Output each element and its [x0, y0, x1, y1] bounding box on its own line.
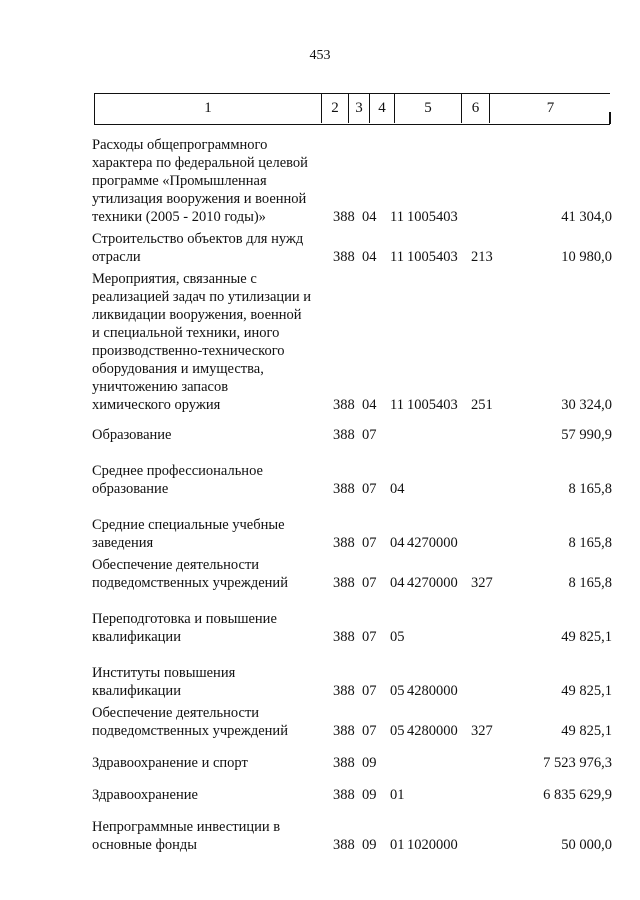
row-description-line: уничтожению запасов [92, 379, 229, 395]
row-section-code: 04 [362, 249, 377, 265]
row-expense-type-code: 251 [471, 397, 493, 413]
header-col-4: 4 [370, 94, 395, 123]
row-description [92, 270, 324, 414]
row-section-code: 04 [362, 209, 377, 225]
row-expense-type-code: 213 [471, 249, 493, 265]
row-description-line: Институты повышения [92, 665, 236, 681]
row-expense-type-code: 327 [471, 723, 493, 739]
row-sum: 41 304,0 [561, 209, 612, 225]
row-description-line: Мероприятия, связанные с [92, 271, 257, 287]
row-section-code: 07 [362, 723, 377, 739]
table-row [0, 462, 640, 498]
row-section-code: 07 [362, 575, 377, 591]
row-description-line: Средние специальные учебные [92, 517, 285, 533]
table-row [0, 610, 640, 646]
row-target-code: 4270000 [407, 535, 458, 551]
row-description [92, 556, 324, 592]
row-description [92, 136, 324, 226]
header-col-7: 7 [546, 100, 555, 116]
table-row [0, 664, 640, 700]
row-section-code: 07 [362, 427, 377, 443]
table-row [0, 704, 640, 740]
row-sum: 10 980,0 [561, 249, 612, 265]
row-admin-code: 388 [333, 723, 355, 739]
row-target-code: 4280000 [407, 723, 458, 739]
row-sum: 30 324,0 [561, 397, 612, 413]
row-target-code: 1020000 [407, 837, 458, 853]
row-description-line: Здравоохранение и спорт [92, 755, 248, 771]
row-admin-code: 388 [333, 629, 355, 645]
header-col-5: 5 [395, 94, 462, 123]
row-description-line: программе «Промышленная [92, 173, 267, 189]
row-target-code: 1005403 [407, 249, 458, 265]
row-subsection-code: 04 [390, 575, 405, 591]
row-subsection-code: 11 [390, 249, 404, 265]
row-section-code: 09 [362, 755, 377, 771]
row-admin-code: 388 [333, 683, 355, 699]
row-section-code: 07 [362, 683, 377, 699]
row-sum: 57 990,9 [561, 427, 612, 443]
row-admin-code: 388 [333, 427, 355, 443]
row-target-code: 4270000 [407, 575, 458, 591]
row-description-line: Переподготовка и повышение [92, 611, 277, 627]
row-description-line: квалификации [92, 629, 181, 645]
row-subsection-code: 11 [390, 209, 404, 225]
row-sum: 49 825,1 [561, 723, 612, 739]
row-description-line: квалификации [92, 683, 181, 699]
row-description [92, 818, 324, 854]
row-admin-code: 388 [333, 209, 355, 225]
row-description-line: Строительство объектов для нужд [92, 231, 304, 247]
table-row [0, 516, 640, 552]
header-tail-rule [609, 112, 611, 124]
row-description [92, 426, 324, 444]
row-description-line: химического оружия [92, 397, 221, 413]
table-row [0, 754, 640, 772]
row-section-code: 07 [362, 481, 377, 497]
row-sum: 8 165,8 [568, 535, 612, 551]
row-admin-code: 388 [333, 837, 355, 853]
row-target-code: 4280000 [407, 683, 458, 699]
row-section-code: 04 [362, 397, 377, 413]
row-description-line: заведения [92, 535, 154, 551]
row-description-line: Обеспечение деятельности [92, 557, 260, 573]
row-sum: 6 835 629,9 [543, 787, 612, 803]
row-section-code: 09 [362, 787, 377, 803]
row-section-code: 09 [362, 837, 377, 853]
row-description [92, 516, 324, 552]
row-description [92, 462, 324, 498]
row-admin-code: 388 [333, 755, 355, 771]
header-col-1: 1 [95, 94, 322, 123]
row-admin-code: 388 [333, 575, 355, 591]
row-description-line: техники (2005 - 2010 годы)» [92, 209, 266, 225]
table-row [0, 818, 640, 854]
row-description-line: характера по федеральной целевой [92, 155, 308, 171]
row-description-line: и специальной техники, иного [92, 325, 280, 341]
row-description-line: Непрограммные инвестиции в [92, 819, 281, 835]
row-description-line: производственно-технического [92, 343, 285, 359]
row-expense-type-code: 327 [471, 575, 493, 591]
row-description-line: ликвидации вооружения, военной [92, 307, 302, 323]
row-description-line: образование [92, 481, 169, 497]
table-row [0, 426, 640, 444]
row-admin-code: 388 [333, 249, 355, 265]
table-row [0, 270, 640, 414]
row-admin-code: 388 [333, 535, 355, 551]
row-subsection-code: 01 [390, 837, 405, 853]
row-admin-code: 388 [333, 481, 355, 497]
row-sum: 49 825,1 [561, 683, 612, 699]
row-subsection-code: 05 [390, 723, 405, 739]
row-subsection-code: 04 [390, 535, 405, 551]
row-admin-code: 388 [333, 787, 355, 803]
row-description [92, 704, 324, 740]
table-body [0, 136, 640, 854]
row-description [92, 664, 324, 700]
row-sum: 8 165,8 [568, 575, 612, 591]
row-subsection-code: 05 [390, 629, 405, 645]
row-description-line: Здравоохранение [92, 787, 198, 803]
row-description-line: Среднее профессиональное [92, 463, 263, 479]
row-description [92, 754, 324, 772]
row-description [92, 230, 324, 266]
row-description-line: Образование [92, 427, 172, 443]
row-description-line: подведомственных учреждений [92, 723, 288, 739]
row-subsection-code: 05 [390, 683, 405, 699]
row-description-line: основные фонды [92, 837, 197, 853]
row-subsection-code: 04 [390, 481, 405, 497]
table-row [0, 556, 640, 592]
row-section-code: 07 [362, 535, 377, 551]
row-section-code: 07 [362, 629, 377, 645]
row-sum: 7 523 976,3 [543, 755, 612, 771]
table-row [0, 786, 640, 804]
row-sum: 50 000,0 [561, 837, 612, 853]
row-target-code: 1005403 [407, 397, 458, 413]
row-subsection-code: 11 [390, 397, 404, 413]
header-col-6: 6 [462, 94, 490, 123]
header-col-2: 2 [322, 94, 349, 123]
row-description-line: подведомственных учреждений [92, 575, 288, 591]
table-row [0, 136, 640, 226]
header-col-3: 3 [349, 94, 370, 123]
row-description [92, 610, 324, 646]
row-admin-code: 388 [333, 397, 355, 413]
row-subsection-code: 01 [390, 787, 405, 803]
row-sum: 8 165,8 [568, 481, 612, 497]
row-description-line: реализацией задач по утилизации и [92, 289, 312, 305]
row-description [92, 786, 324, 804]
page-number: 453 [309, 48, 331, 63]
row-description-line: утилизация вооружения и военной [92, 191, 307, 207]
table-row [0, 230, 640, 266]
row-description-line: отрасли [92, 249, 141, 265]
row-description-line: оборудования и имущества, [92, 361, 264, 377]
row-target-code: 1005403 [407, 209, 458, 225]
row-sum: 49 825,1 [561, 629, 612, 645]
row-description-line: Обеспечение деятельности [92, 705, 260, 721]
table-header [94, 93, 610, 125]
row-description-line: Расходы общепрограммного [92, 137, 268, 153]
